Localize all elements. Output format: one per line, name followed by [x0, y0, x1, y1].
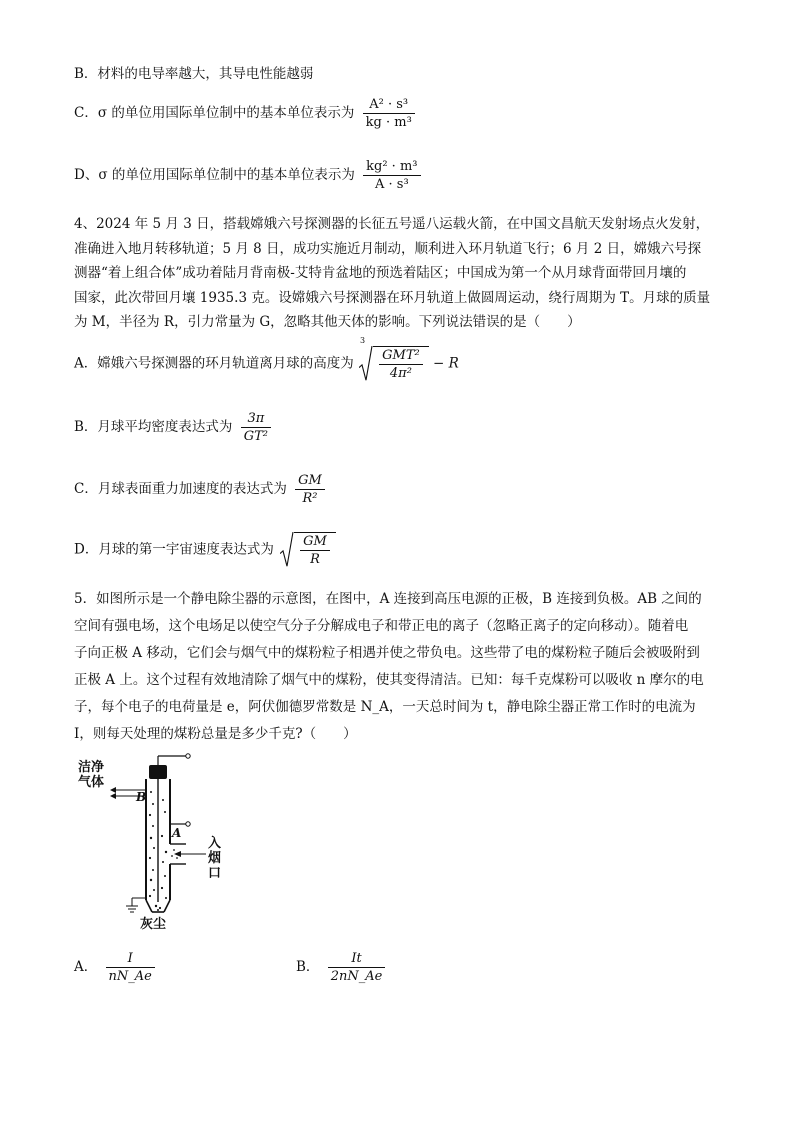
q4-stem-line: 为 M，半径为 R，引力常量为 G，忽略其他天体的影响。下列说法错误的是（ ）: [74, 314, 581, 330]
q4-option-b: [74, 410, 275, 445]
q3-option-c: [74, 96, 419, 131]
q4-stem-line: 国家，此次带回月壤 1935.3 克。设嫦娥六号探测器在环月轨道上做圆周运动，绕行周期为 T。月球的质量: [74, 289, 711, 306]
q5-stem-line: 子向正极 A 移动，它们会与烟气中的煤粉粒子相遇并使之带负电。这些带了电的煤粉粒子随后会被吸附到: [74, 645, 700, 661]
q4-option-d-numerator: GM: [303, 534, 327, 549]
q4-option-c-denominator: R²: [302, 491, 318, 506]
q5-stem-line: 空间有强电场，这个电场足以使空气分子分解成电子和带正电的离子（忽略正离子的定向移动）。随着电: [74, 618, 689, 634]
q5-option-a-denominator: nN_Ae: [108, 969, 152, 984]
q5-option-b: [296, 950, 389, 985]
q4-option-a-fraction: [379, 347, 423, 382]
q4-option-c: [74, 472, 329, 507]
q3-option-d-prefix: D、σ 的单位用国际单位制中的基本单位表示为: [74, 167, 355, 183]
electrode-a-label: A: [172, 826, 182, 840]
q4-option-c-prefix: C．月球表面重力加速度的表达式为: [74, 481, 287, 497]
q4-option-a-suffix: − R: [433, 355, 459, 372]
q3-option-d-numerator: kg² · m³: [366, 159, 418, 174]
dust-label: 灰尘: [140, 917, 167, 932]
smoke-inlet-label: [208, 836, 221, 881]
square-root-sign: [280, 532, 336, 568]
clean-gas-label: [78, 760, 104, 790]
q5-stem-line: 子，每个电子的电荷量是 e，阿伏伽德罗常数是 N_A，一天总时间为 t，静电除尘器正常工作时的电流为: [74, 699, 696, 715]
smoke-inlet-label-line1: 入: [208, 836, 222, 851]
q4-option-a-denominator: 4π²: [389, 366, 412, 381]
q4-stem: [74, 212, 724, 335]
q4-stem-line: 4、2024 年 5 月 3 日，搭载嫦娥六号探测器的长征五号遥八运载火箭，在中国文昌航天发射场点火发射，: [74, 216, 710, 232]
q4-option-b-denominator: GT²: [243, 429, 268, 444]
smoke-inlet-label-line3: 口: [208, 866, 222, 881]
q4-stem-line: 准确进入地月转移轨道；5 月 8 日，成功实施近月制动，顺利进入环月轨道飞行；6 月 2 日，嫦娥六号探: [74, 240, 702, 257]
q4-option-c-numerator: GM: [298, 473, 322, 488]
q5-option-a-prefix: A．: [74, 959, 98, 975]
q5-stem-line: 5．如图所示是一个静电除尘器的示意图，在图中，A 连接到高压电源的正极，B 连接到负极。AB 之间的: [74, 591, 702, 607]
q4-option-b-numerator: 3π: [247, 411, 265, 426]
q4-option-a-numerator: GMT²: [382, 348, 420, 363]
q5-option-a: [74, 950, 159, 985]
q3-option-c-prefix: C．σ 的单位用国际单位制中的基本单位表示为: [74, 105, 355, 121]
q3-option-d-denominator: A · s³: [374, 177, 409, 192]
q3-option-c-numerator: A² · s³: [369, 97, 409, 112]
electrode-b-label: B: [136, 790, 147, 804]
q4-option-a: [74, 336, 459, 382]
q5-option-b-fraction: [328, 950, 386, 985]
q3-option-c-fraction: [363, 96, 415, 131]
smoke-inlet-label-line2: 烟: [208, 851, 222, 866]
q4-option-b-fraction: [241, 410, 271, 445]
q3-option-d-fraction: [363, 158, 420, 193]
q4-option-d-prefix: D．月球的第一宇宙速度表达式为: [74, 541, 274, 558]
clean-gas-label-line1: 洁净: [78, 760, 105, 775]
clean-gas-label-line2: 气体: [78, 775, 105, 790]
q5-option-a-fraction: [106, 950, 155, 985]
q5-option-b-numerator: It: [351, 951, 362, 966]
q5-option-a-numerator: I: [127, 951, 133, 966]
q4-option-b-prefix: B．月球平均密度表达式为: [74, 419, 233, 435]
q4-option-d: [74, 532, 336, 568]
q4-option-d-denominator: R: [310, 552, 320, 567]
cube-root-sign: 3 $\frac{\text{GMT²}}{\text{4π²}}$: [360, 346, 429, 382]
q4-option-a-prefix: A．嫦娥六号探测器的环月轨道离月球的高度为: [74, 355, 354, 372]
q5-stem-line: 正极 A 上。这个过程有效地清除了烟气中的煤粉，使其变得清洁。已知：每千克煤粉可以吸收 n 摩尔的电: [74, 672, 704, 688]
q3-option-c-denominator: kg · m³: [365, 115, 412, 130]
q4-stem-line: 测器“着上组合体”成功着陆月背南极-艾特肯盆地的预选着陆区；中国成为第一个从月球背面带回月壤的: [74, 265, 687, 281]
q3-option-b: B．材料的电导率越大，其导电性能越弱: [74, 66, 314, 82]
q5-stem: [74, 586, 724, 748]
q3-option-d: [74, 158, 425, 193]
q4-option-c-fraction: [295, 472, 325, 507]
q4-option-d-fraction: [300, 533, 330, 568]
q5-option-b-prefix: B．: [296, 959, 320, 975]
q5-option-b-denominator: 2nN_Ae: [330, 969, 383, 984]
q5-stem-line: I，则每天处理的煤粉总量是多少千克?（ ）: [74, 726, 357, 742]
precipitator-diagram: [74, 752, 224, 932]
